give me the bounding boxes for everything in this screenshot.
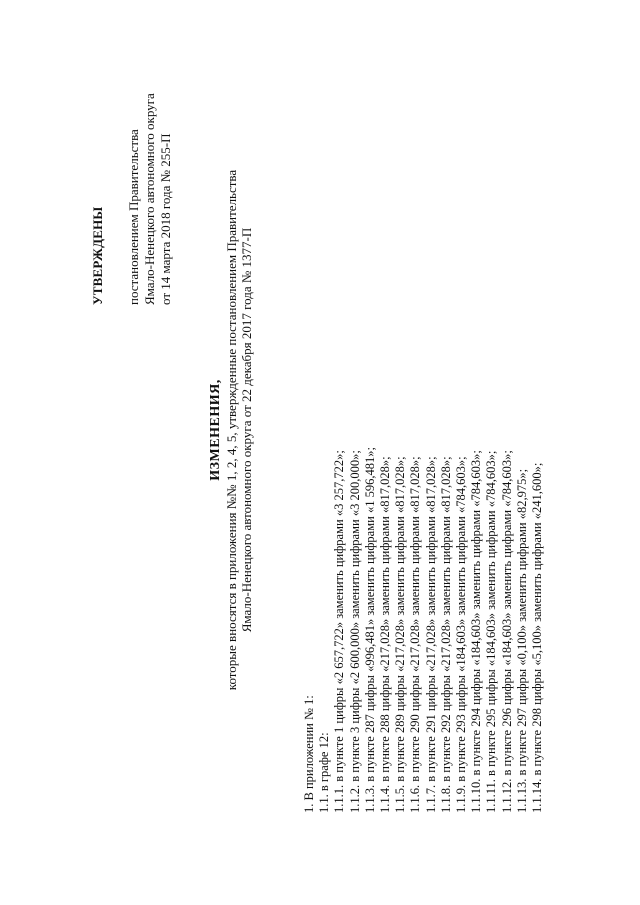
amendment-list	[302, 113, 545, 813]
list-item: 1.1.13. в пункте 297 цифры «0,100» заменить цифрами «82,975»;	[514, 468, 529, 813]
list-item: 1.1.8. в пункте 292 цифры «217,028» заменить цифрами «817,028»;	[438, 456, 453, 813]
list-item: 1.1.6. в пункте 290 цифры «217,028» заменить цифрами «817,028»;	[408, 456, 423, 813]
approval-heading: УТВЕРЖДЕНЫ	[90, 206, 105, 305]
list-item: 1.1.14. в пункте 298 цифры «5,100» заменить цифрами «241,600»;	[530, 462, 545, 813]
list-item: 1.1.11. в пункте 295 цифры «184,603» заменить цифрами «784,603»;	[484, 450, 499, 813]
approval-line: постановлением Правительства	[126, 129, 141, 305]
list-item: 1.1.7. в пункте 291 цифры «217,028» заменить цифрами «817,028»;	[423, 456, 438, 813]
approval-line: Ямало-Ненецкого автономного округа	[142, 93, 157, 305]
list-item: 1.1.5. в пункте 289 цифры «217,028» заменить цифрами «817,028»;	[393, 456, 408, 813]
list-item: 1.1.2. в пункте 3 цифры «2 600,000» заменить цифрами «3 200,000»;	[347, 450, 362, 813]
list-item: 1.1.1. в пункте 1 цифры «2 657,722» заменить цифрами «3 257,722»;	[332, 450, 347, 813]
document-subtitle-line: которые вносятся в приложения №№ 1, 2, 4, 5, утвержденные постановлением Правительства	[224, 169, 239, 691]
list-item: 1. В приложении № 1:	[302, 695, 316, 813]
document-title: ИЗМЕНЕНИЯ,	[208, 379, 223, 481]
document-title-block	[208, 130, 254, 730]
list-item: 1.1. в графе 12:	[317, 732, 332, 813]
list-item: 1.1.3. в пункте 287 цифры «996,481» заменить цифрами «1 596,481»;	[362, 447, 377, 813]
document-subtitle-line: Ямало-Ненецкого автономного округа от 22 декабря 2017 года № 1377-П	[239, 227, 254, 633]
list-item: 1.1.10. в пункте 294 цифры «184,603» заменить цифрами «784,603»;	[469, 450, 484, 813]
approval-block	[90, 93, 174, 305]
list-item: 1.1.12. в пункте 296 цифры «184,603» заменить цифрами «784,603»;	[499, 450, 514, 813]
approval-line: от 14 марта 2018 года № 255-П	[158, 133, 173, 305]
list-item: 1.1.4. в пункте 288 цифры «217,028» заменить цифрами «817,028»;	[378, 456, 393, 813]
list-item: 1.1.9. в пункте 293 цифры «184,603» заменить цифрами «784,603»;	[454, 456, 469, 813]
